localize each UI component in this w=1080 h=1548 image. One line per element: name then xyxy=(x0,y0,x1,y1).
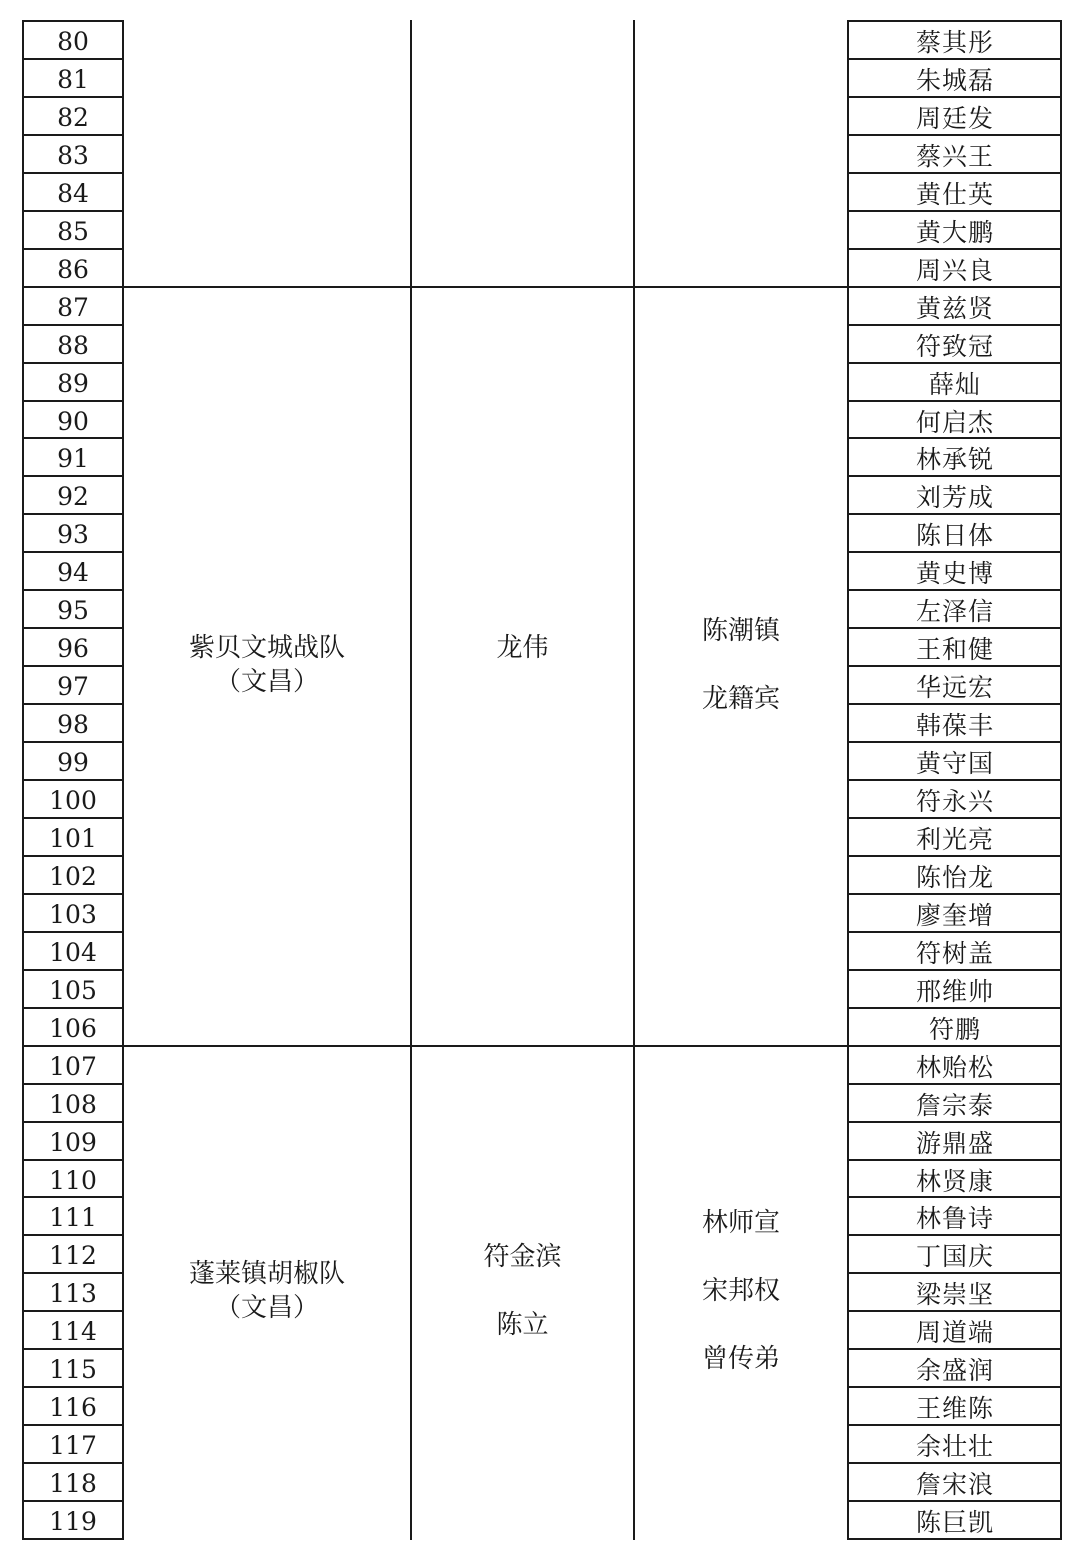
member-name: 符永兴 xyxy=(915,787,994,816)
member-name: 符鹏 xyxy=(928,1015,981,1044)
member-name: 何启杰 xyxy=(915,408,994,437)
member-name: 丁国庆 xyxy=(915,1242,994,1271)
row-number: 99 xyxy=(57,747,89,777)
group-divider xyxy=(122,286,849,288)
member-name: 华远宏 xyxy=(915,673,994,702)
row-number: 107 xyxy=(49,1051,97,1081)
row-number: 112 xyxy=(49,1240,97,1270)
row-number: 90 xyxy=(57,406,89,436)
row-number: 109 xyxy=(49,1127,97,1157)
member-name: 梁崇坚 xyxy=(915,1280,994,1309)
member-name: 黄兹贤 xyxy=(915,294,994,323)
member-name: 周兴良 xyxy=(915,256,994,285)
member-name: 林贻松 xyxy=(915,1053,994,1082)
team-note: （文昌） xyxy=(214,1293,319,1324)
row-number: 104 xyxy=(49,937,97,967)
row-number: 97 xyxy=(57,671,89,701)
member-name: 蔡兴王 xyxy=(915,142,994,171)
row-number: 116 xyxy=(49,1392,97,1422)
member-name: 薛灿 xyxy=(928,370,981,399)
row-number: 84 xyxy=(57,178,89,208)
leader-name: 龙伟 xyxy=(496,633,549,664)
member-name: 左泽信 xyxy=(915,597,994,626)
member-name: 游鼎盛 xyxy=(915,1129,994,1158)
team-note: （文昌） xyxy=(214,667,319,698)
member-name: 余壮壮 xyxy=(915,1432,994,1461)
row-number: 114 xyxy=(49,1316,97,1346)
row-number: 83 xyxy=(57,140,89,170)
contact-name: 宋邦权 xyxy=(701,1276,780,1307)
member-name: 蔡其彤 xyxy=(915,28,994,57)
row-number: 93 xyxy=(57,519,89,549)
row-number: 108 xyxy=(49,1089,97,1119)
row-number: 80 xyxy=(57,26,89,56)
row-number: 102 xyxy=(49,861,97,891)
row-number: 82 xyxy=(57,102,89,132)
row-number: 89 xyxy=(57,368,89,398)
member-name: 王维陈 xyxy=(915,1394,994,1423)
member-name: 詹宗泰 xyxy=(915,1091,994,1120)
row-number: 95 xyxy=(57,595,89,625)
member-name: 黄守国 xyxy=(915,749,994,778)
member-name: 邢维帅 xyxy=(915,977,994,1006)
row-number: 113 xyxy=(49,1278,97,1308)
row-number: 106 xyxy=(49,1013,97,1043)
member-name: 黄史博 xyxy=(915,559,994,588)
row-number: 81 xyxy=(57,64,89,94)
row-number: 86 xyxy=(57,254,89,284)
row-number: 118 xyxy=(49,1468,97,1498)
group-divider xyxy=(122,1045,849,1047)
row-number: 88 xyxy=(57,330,89,360)
row-number: 101 xyxy=(49,823,97,853)
member-name: 韩葆丰 xyxy=(915,711,994,740)
member-name: 陈怡龙 xyxy=(915,863,994,892)
member-name: 林鲁诗 xyxy=(915,1204,994,1233)
contact-name: 曾传弟 xyxy=(701,1344,780,1375)
row-number: 103 xyxy=(49,899,97,929)
row-number: 111 xyxy=(49,1202,97,1232)
leader-col-right-border xyxy=(633,20,635,1540)
leader-name: 陈立 xyxy=(496,1310,549,1341)
row-number: 91 xyxy=(57,443,89,473)
row-number: 98 xyxy=(57,709,89,739)
member-name: 朱城磊 xyxy=(915,66,994,95)
team-name: 紫贝文城战队 xyxy=(188,633,345,664)
member-name: 符致冠 xyxy=(915,332,994,361)
contact-name: 林师宣 xyxy=(701,1208,780,1239)
member-name: 黄仕英 xyxy=(915,180,994,209)
row-number: 85 xyxy=(57,216,89,246)
row-number: 87 xyxy=(57,292,89,322)
member-name: 黄大鹏 xyxy=(915,218,994,247)
member-name: 林贤康 xyxy=(915,1167,994,1196)
row-number: 119 xyxy=(49,1506,97,1536)
leader-name: 符金滨 xyxy=(483,1242,562,1273)
row-number: 94 xyxy=(57,557,89,587)
row-number: 110 xyxy=(49,1165,97,1195)
member-name: 余盛润 xyxy=(915,1356,994,1385)
contact-name: 陈潮镇 xyxy=(701,616,780,647)
member-name: 廖奎增 xyxy=(915,901,994,930)
member-name: 王和健 xyxy=(915,635,994,664)
member-name: 林承锐 xyxy=(915,445,994,474)
row-number: 92 xyxy=(57,481,89,511)
member-name: 陈日体 xyxy=(915,521,994,550)
member-name: 利光亮 xyxy=(915,825,994,854)
member-name: 刘芳成 xyxy=(915,483,994,512)
row-number: 100 xyxy=(49,785,97,815)
member-name: 周廷发 xyxy=(915,104,994,133)
row-number: 96 xyxy=(57,633,89,663)
row-number: 115 xyxy=(49,1354,97,1384)
member-name: 周道端 xyxy=(915,1318,994,1347)
member-name: 符树盖 xyxy=(915,939,994,968)
row-number: 105 xyxy=(49,975,97,1005)
contact-name: 龙籍宾 xyxy=(701,684,780,715)
row-number: 117 xyxy=(49,1430,97,1460)
member-name: 陈巨凯 xyxy=(915,1508,994,1537)
team-name: 蓬莱镇胡椒队 xyxy=(188,1259,345,1290)
member-name: 詹宋浪 xyxy=(915,1470,994,1499)
